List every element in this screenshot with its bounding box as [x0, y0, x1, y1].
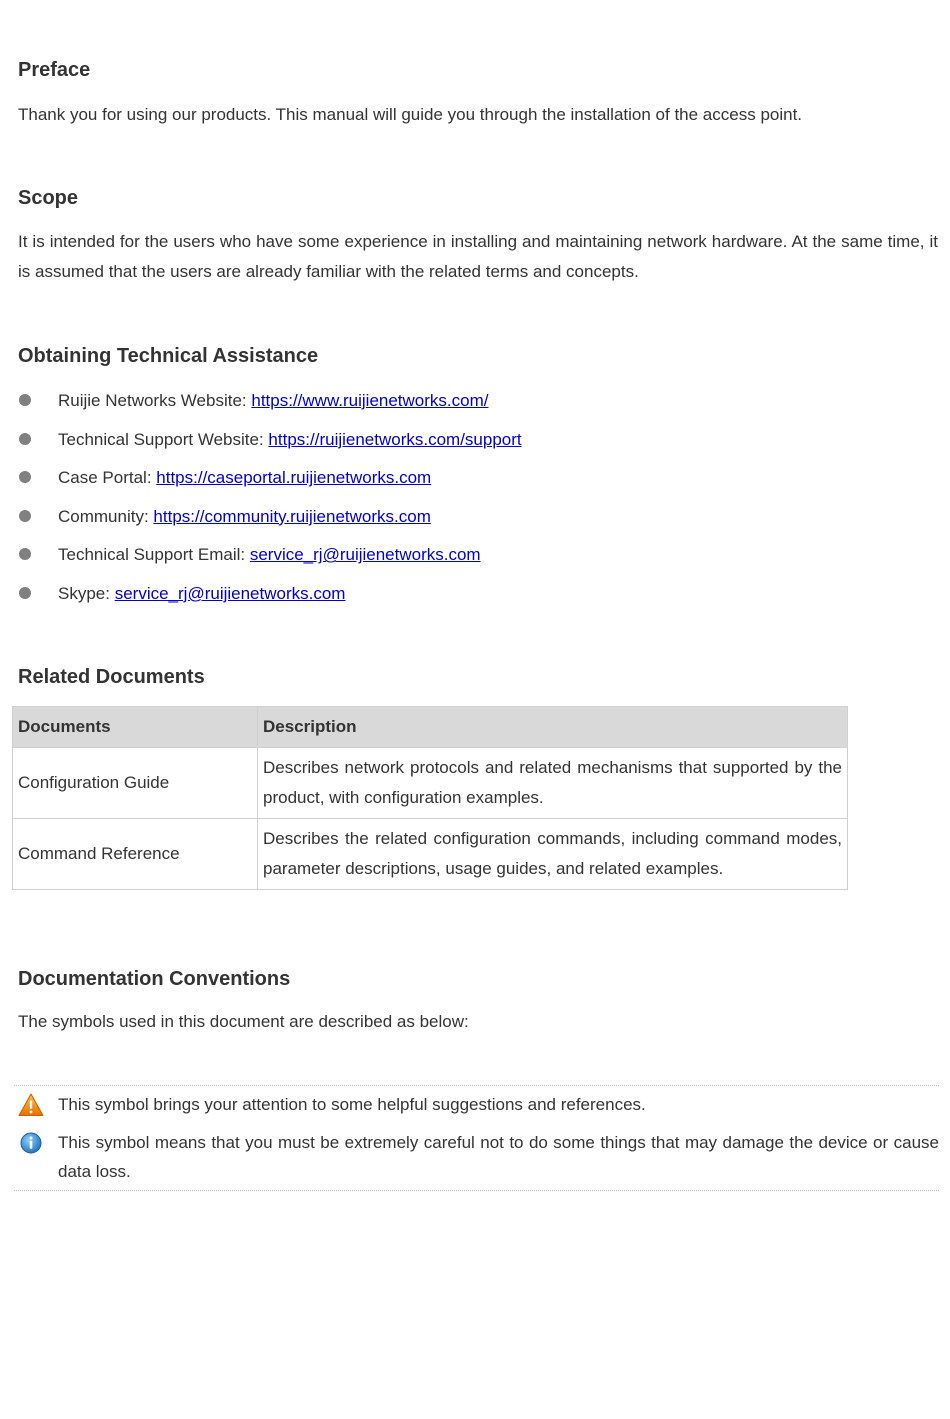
- info-circle-icon: [18, 1131, 44, 1155]
- conventions-heading: Documentation Conventions: [18, 968, 291, 990]
- list-item: [18, 500, 522, 539]
- support-email-link[interactable]: service_rj@ruijienetworks.com: [249, 545, 481, 565]
- convention-text: This symbol brings your attention to some helpful suggestions and references.: [58, 1095, 646, 1114]
- related-documents-heading: Related Documents: [18, 666, 205, 688]
- bullet-dot-icon: [19, 510, 31, 522]
- convention-text: This symbol means that you must be extremely careful not to do some things that may damage the device or cause data loss.: [58, 1133, 939, 1181]
- assistance-heading: Obtaining Technical Assistance: [18, 345, 319, 367]
- table-row: [13, 748, 848, 819]
- column-header-documents: Documents: [13, 707, 258, 748]
- item-label: Skype:: [58, 583, 115, 603]
- item-label: Technical Support Website:: [58, 429, 269, 449]
- list-item: [18, 538, 522, 577]
- case-portal-link[interactable]: https://caseportal.ruijienetworks.com: [156, 468, 432, 488]
- preface-heading: Preface: [18, 59, 91, 81]
- support-website-link[interactable]: https://ruijienetworks.com/support: [268, 429, 522, 449]
- document-description-cell: Describes the related configuration commands, including command modes, parameter descriptions, usage guides, and related examples.: [258, 819, 848, 890]
- community-link[interactable]: https://community.ruijienetworks.com: [153, 506, 431, 526]
- related-documents-table: [12, 706, 848, 890]
- scope-heading: Scope: [18, 187, 79, 209]
- column-header-description: Description: [258, 707, 848, 748]
- convention-row-info: [14, 1128, 939, 1186]
- bullet-dot-icon: [19, 394, 31, 406]
- warning-triangle-icon: [18, 1093, 44, 1117]
- bullet-dot-icon: [19, 587, 31, 599]
- bullet-dot-icon: [19, 433, 31, 445]
- item-label: Technical Support Email:: [58, 545, 250, 565]
- item-label: Ruijie Networks Website:: [58, 391, 252, 410]
- document-name-cell: Configuration Guide: [13, 748, 258, 819]
- scope-text: It is intended for the users who have some experience in installing and maintaining network hardware. At the same time, it is assumed that the users are already familiar with the related terms and concepts.: [18, 232, 938, 281]
- table-header-row: [13, 707, 848, 748]
- assistance-list: [18, 384, 522, 616]
- website-link[interactable]: https://www.ruijienetworks.com/: [251, 391, 489, 410]
- item-label: Case Portal:: [58, 468, 157, 488]
- document-description-cell: Describes network protocols and related mechanisms that supported by the product, with configuration examples.: [258, 748, 848, 819]
- list-item: [18, 423, 522, 462]
- bullet-dot-icon: [19, 471, 31, 483]
- convention-row-warning: [14, 1090, 939, 1119]
- list-item: [18, 461, 522, 500]
- document-name-cell: Command Reference: [13, 819, 258, 890]
- preface-text: Thank you for using our products. This manual will guide you through the installation of the access point.: [18, 105, 803, 124]
- bullet-dot-icon: [19, 548, 31, 560]
- item-label: Community:: [58, 506, 154, 526]
- conventions-box: [14, 1085, 939, 1191]
- list-item: [18, 384, 522, 423]
- skype-link[interactable]: service_rj@ruijienetworks.com: [114, 583, 346, 603]
- list-item: [18, 577, 522, 616]
- table-row: [13, 819, 848, 890]
- conventions-intro: The symbols used in this document are described as below:: [18, 1012, 469, 1031]
